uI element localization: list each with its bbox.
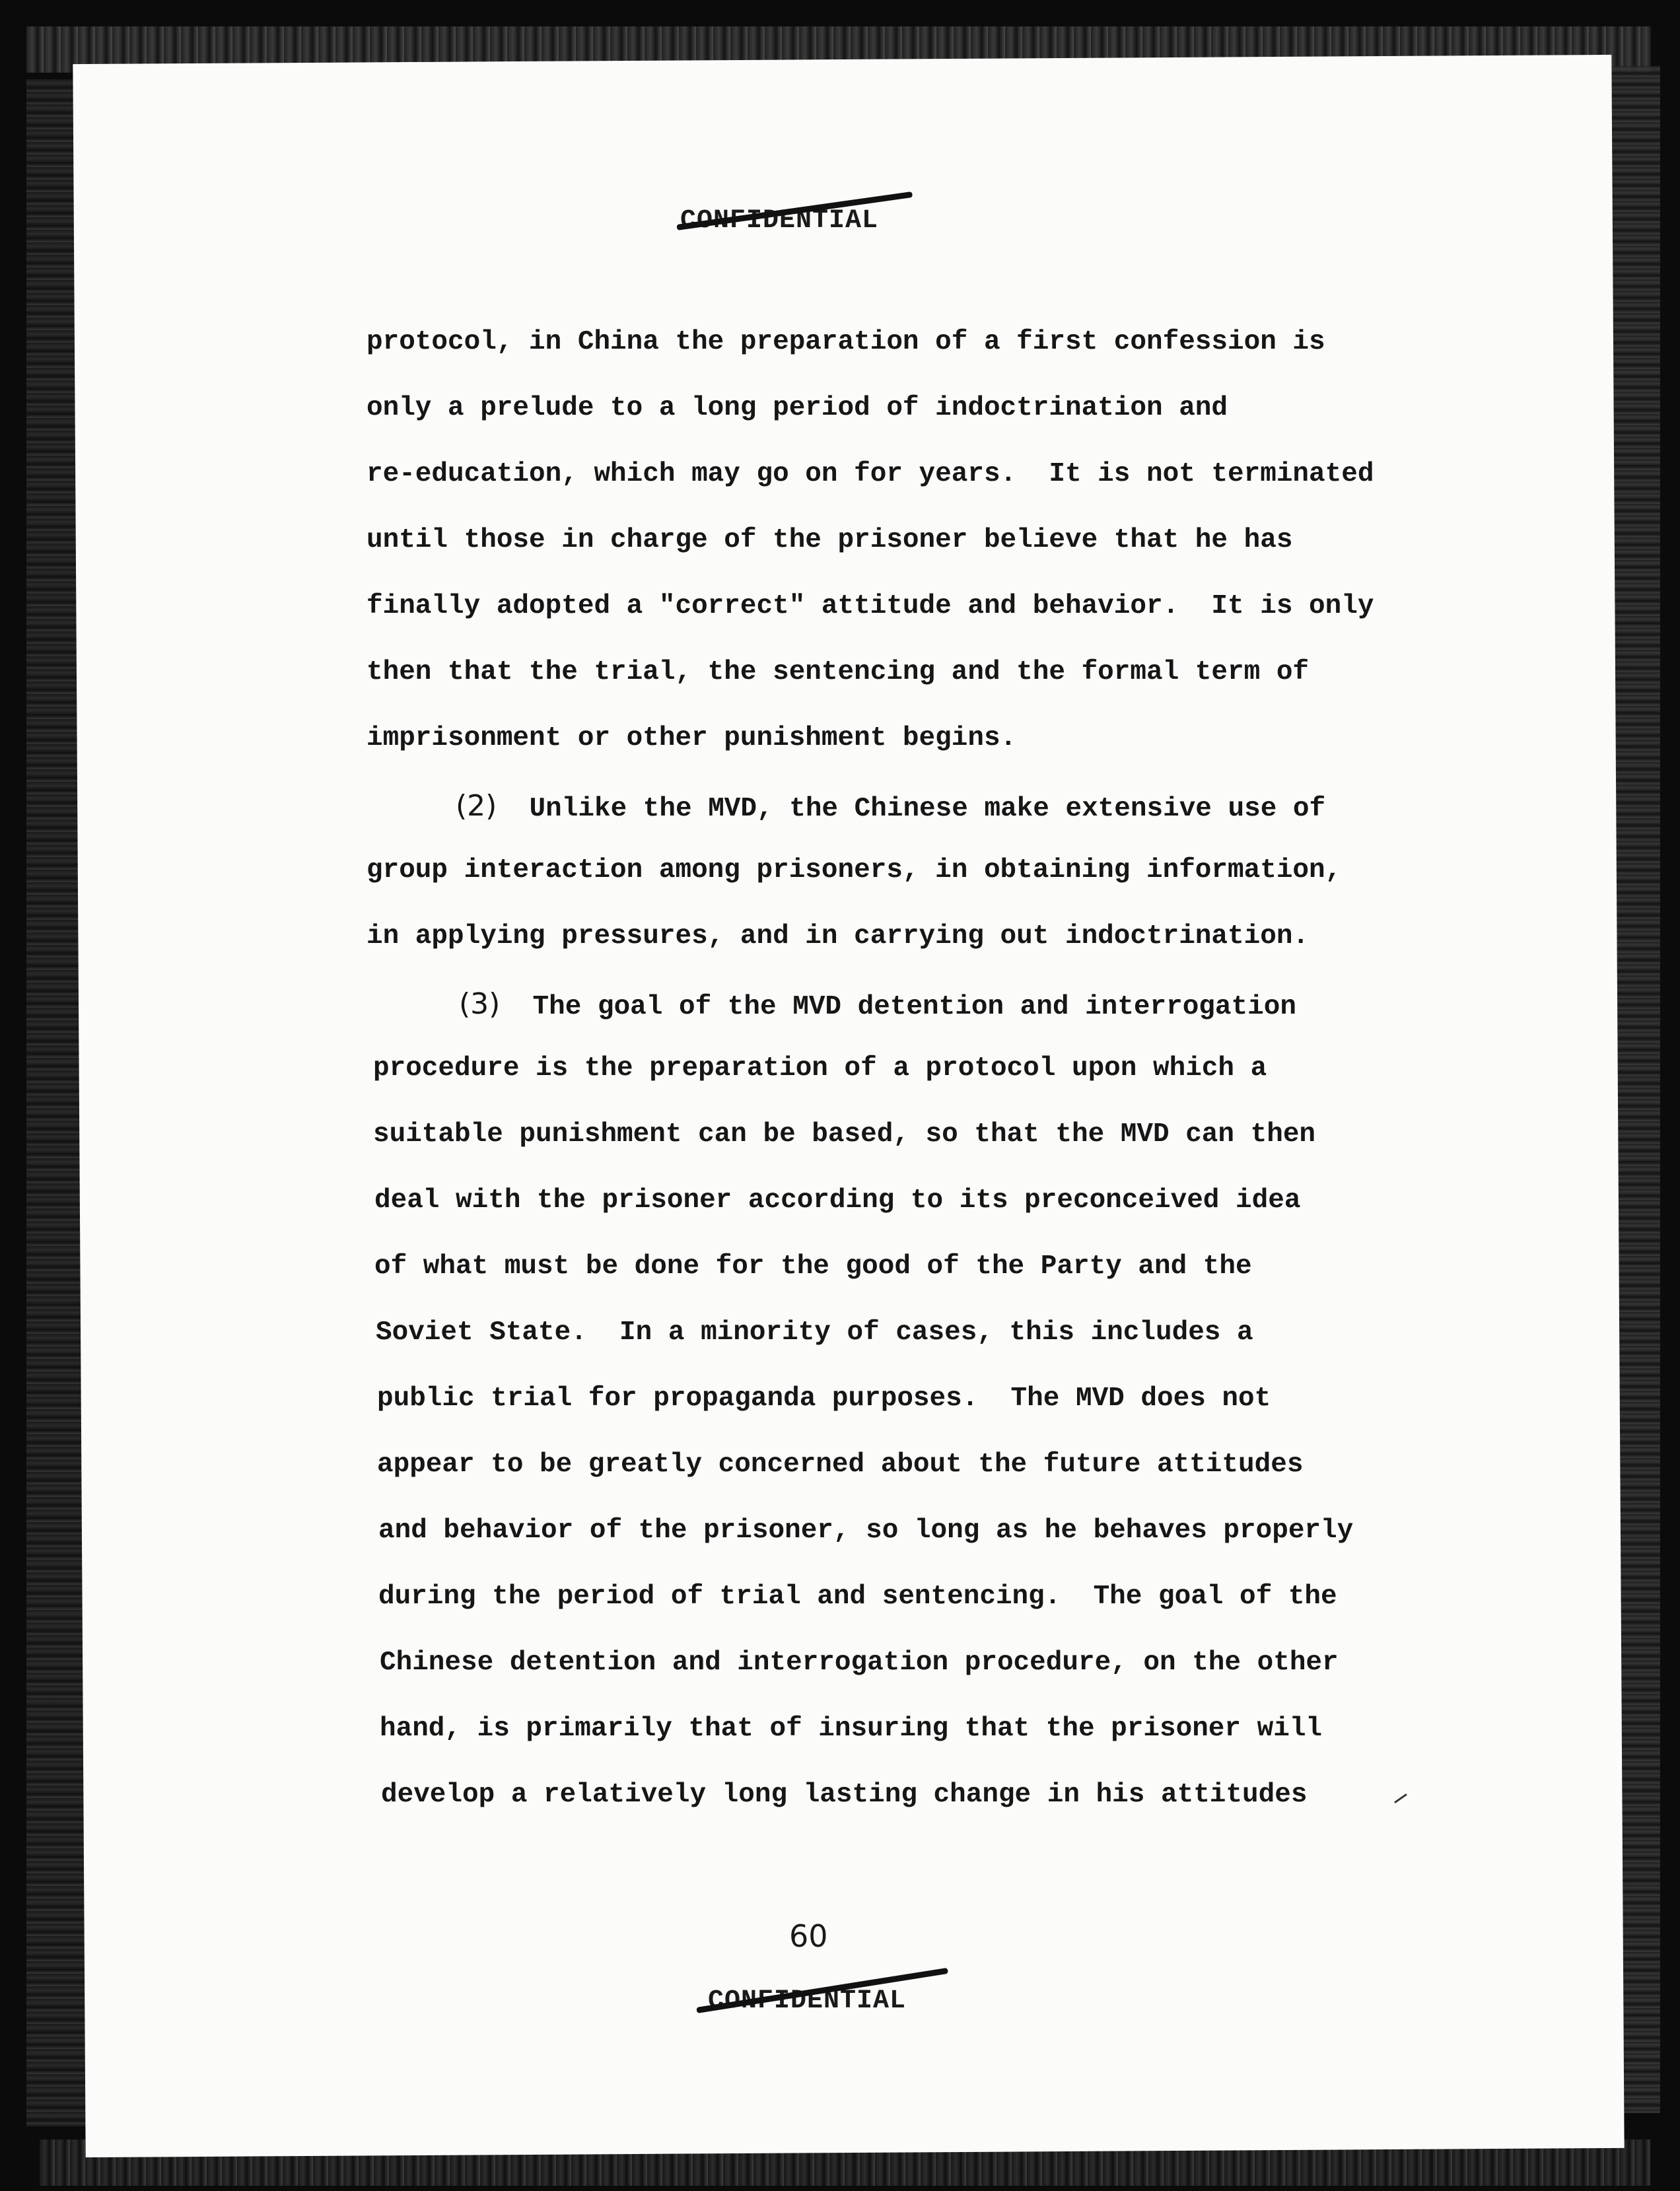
- text-line: group interaction among prisoners, in obtaining information,: [367, 855, 1342, 886]
- paragraph-3-first-line: [459, 987, 1296, 1022]
- text-line: Soviet State. In a minority of cases, this includes a: [376, 1317, 1253, 1348]
- text-line: in applying pressures, and in carrying out indoctrination.: [367, 921, 1310, 952]
- paragraph-number: (3): [459, 987, 501, 1021]
- text-line: suitable punishment can be based, so that the MVD can then: [373, 1119, 1316, 1150]
- paragraph-2-first-line: [456, 789, 1325, 824]
- text-line: appear to be greatly concerned about the future attitudes: [377, 1449, 1304, 1480]
- text-line: of what must be done for the good of the Party and the: [374, 1251, 1252, 1282]
- page-number: 60: [789, 1918, 828, 1954]
- paragraph-number: (2): [456, 789, 497, 823]
- document-page: [73, 55, 1624, 2157]
- text-line: protocol, in China the preparation of a first confession is: [367, 327, 1325, 357]
- text-line: during the period of trial and sentencing. The goal of the: [378, 1582, 1337, 1612]
- text-line: until those in charge of the prisoner believe that he has: [367, 525, 1293, 555]
- text-line: procedure is the preparation of a protocol upon which a: [373, 1053, 1267, 1084]
- text-line: Chinese detention and interrogation procedure, on the other: [380, 1648, 1339, 1678]
- confidential-stamp-bottom: CONFIDENTIAL: [708, 1986, 907, 2016]
- text-line: and behavior of the prisoner, so long as he behaves properly: [378, 1515, 1354, 1546]
- text-line: develop a relatively long lasting change in his attitudes: [381, 1780, 1308, 1810]
- text-line: hand, is primarily that of insuring that the prisoner will: [380, 1714, 1323, 1744]
- text-line: re-education, which may go on for years. It is not terminated: [367, 459, 1374, 489]
- text-line: Unlike the MVD, the Chinese make extensive use of: [529, 794, 1326, 824]
- text-line: finally adopted a "correct" attitude and behavior. It is only: [367, 591, 1374, 621]
- text-line: only a prelude to a long period of indoctrination and: [367, 393, 1228, 423]
- text-line: public trial for propaganda purposes. The MVD does not: [377, 1383, 1271, 1414]
- confidential-stamp-top: CONFIDENTIAL: [680, 206, 879, 236]
- text-line: then that the trial, the sentencing and the formal term of: [367, 657, 1310, 687]
- text-line: deal with the prisoner according to its preconceived idea: [374, 1185, 1301, 1216]
- text-line: imprisonment or other punishment begins.: [367, 723, 1017, 753]
- text-line: The goal of the MVD detention and interrogation: [532, 992, 1296, 1022]
